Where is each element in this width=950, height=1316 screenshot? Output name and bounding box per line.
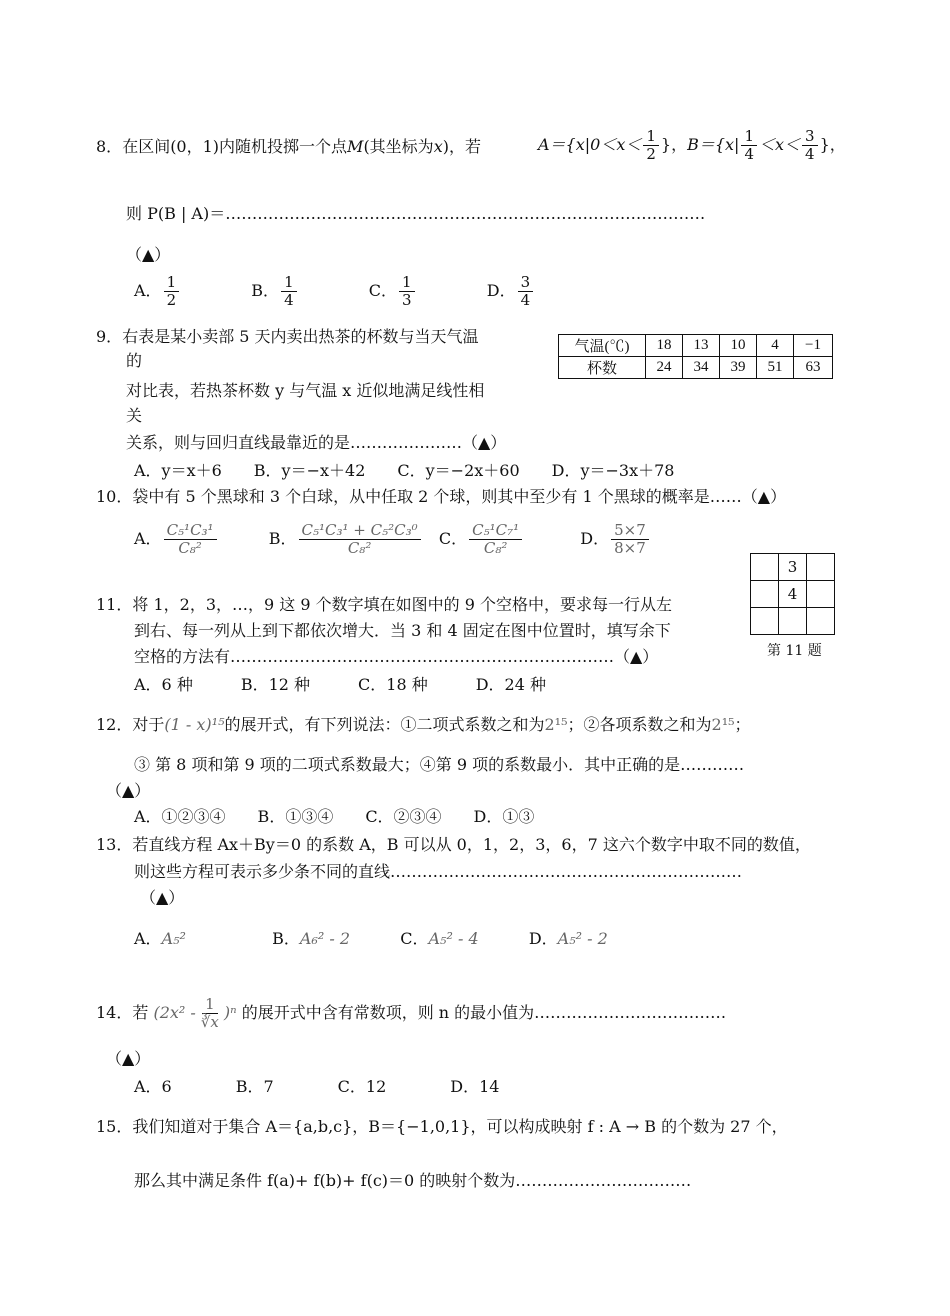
grid-cell — [751, 608, 779, 635]
q8-setB-fraction-low: $\frac{1}{4}$ — [741, 128, 757, 163]
grid-cell: 4 — [779, 581, 807, 608]
q13-answer-mark: （▲） — [140, 888, 185, 907]
q10-stem: 袋中有 5 个黑球和 3 个白球，从中任取 2 个球，则其中至少有 1 个黑球的概率是……（▲） — [132, 487, 787, 506]
q11-stem-1: 将 1，2，3，…，9 这 9 个数字填在如图中的 9 个空格中，要求每一行从左 — [132, 595, 672, 614]
q8-line2: 则 P(B | A)＝……………………………………………………………………………… — [126, 204, 706, 223]
q8-x: x — [433, 137, 443, 156]
q12-line1 — [96, 714, 751, 736]
q8-setA-prefix: A＝{x|0＜x＜ — [538, 135, 642, 154]
table-row — [559, 335, 833, 357]
q14-expression: (2x² - $\frac{1}{∛x}$ )ⁿ — [153, 995, 237, 1031]
grid-cell — [807, 581, 835, 608]
q11-grid — [750, 553, 835, 635]
table-row — [751, 608, 835, 635]
q8-M: M — [347, 137, 364, 156]
q12-line2: ③ 第 8 项和第 9 项的二项式系数最大；④第 9 项的系数最小．其中正确的是………… — [134, 755, 745, 774]
q8-options — [134, 274, 535, 309]
q8-option-a-value: $\frac{1}{2}$ — [164, 274, 180, 309]
q8-option-a: A． — [134, 281, 162, 300]
q9-line3: 关系，则与回归直线最靠近的是…………………（▲） — [126, 433, 507, 452]
q8-setB-suffix: }， — [819, 135, 846, 154]
q13-line2: 则这些方程可表示多少条不同的直线………………………………………………………… — [134, 862, 743, 881]
q13-option-d-value: A₅² - 2 — [557, 929, 608, 948]
table-cell: 13 — [683, 335, 720, 357]
q12-power-2: 2¹⁵ — [711, 715, 735, 734]
q13-number: 13． — [96, 835, 133, 854]
q10-option-c: C． — [438, 529, 468, 548]
q8-setB-mid: ＜x＜ — [759, 135, 801, 154]
q8-stem-c: )，若 — [442, 137, 481, 156]
q8-setB-prefix: B＝{x| — [687, 135, 740, 154]
q10-option-b: B． — [268, 529, 297, 548]
table-row — [751, 581, 835, 608]
q11-caption: 第 11 题 — [767, 643, 822, 659]
q10-option-c-value: $\frac{\text{C₅¹C₇¹}}{\text{C₈²}}$ — [469, 522, 522, 557]
q13-option-c: C． — [400, 929, 429, 948]
q8-set-expression — [538, 128, 846, 163]
q13-option-b-value: A₆² - 2 — [299, 929, 351, 948]
q11-line1 — [96, 594, 672, 616]
q10-options — [134, 522, 651, 557]
q8-option-b: B． — [251, 281, 280, 300]
q14-line1 — [96, 996, 726, 1031]
q15-line1 — [96, 1116, 788, 1138]
q11-number: 11． — [96, 595, 133, 614]
q12-stem-b: 的展开式，有下列说法：①二项式系数之和为 — [224, 715, 545, 734]
q8-line1 — [96, 136, 481, 158]
q8-setA-suffix: }， — [660, 135, 688, 154]
q10-option-a-value: $\frac{\text{C₅¹C₃¹}}{\text{C₈²}}$ — [164, 522, 217, 557]
table-cell: 63 — [794, 357, 833, 379]
q13-option-a-value: A₅² — [161, 929, 186, 948]
grid-cell — [779, 608, 807, 635]
q9-options: A．y＝x＋6 B．y＝−x＋42 C．y＝−2x＋60 D．y＝−3x＋78 — [134, 461, 675, 480]
q10-line1 — [96, 486, 786, 508]
q8-setA-fraction: $\frac{1}{2}$ — [643, 128, 659, 163]
q9-line2b: 关 — [126, 406, 143, 425]
q8-option-b-value: $\frac{1}{4}$ — [281, 274, 297, 309]
q12-stem-c: ；②各项系数之和为 — [567, 715, 712, 734]
q9-line1 — [96, 326, 479, 348]
q14-options: A．6 B．7 C．12 D．14 — [134, 1077, 500, 1096]
q12-answer-mark: （▲） — [106, 781, 151, 800]
q10-number: 10． — [96, 487, 133, 506]
table-row — [559, 357, 833, 379]
q8-option-c-value: $\frac{1}{3}$ — [399, 274, 415, 309]
q8-number: 8． — [96, 137, 123, 156]
q12-expression: (1 - x)¹⁵ — [164, 715, 225, 734]
table-cell: 39 — [720, 357, 757, 379]
grid-cell — [751, 554, 779, 581]
table-cell: 34 — [683, 357, 720, 379]
q8-answer-mark: （▲） — [126, 245, 171, 264]
table-cell: 10 — [720, 335, 757, 357]
q9-line1b: 的 — [126, 351, 143, 370]
q10-option-b-value: $\frac{\text{C₅¹C₃¹ + C₅²C₃⁰}}{\text{C₈²}}$ — [299, 522, 421, 557]
grid-cell: 3 — [779, 554, 807, 581]
q10-option-d-value: $\frac{5\times 7}{8\times 7}$ — [611, 522, 649, 557]
q12-stem-d: ； — [734, 715, 751, 734]
q11-line3: 空格的方法有………………………………………………………………（▲） — [134, 647, 659, 666]
q12-options: A．①②③④ B．①③④ C．②③④ D．①③ — [134, 807, 535, 826]
q13-option-d: D． — [528, 929, 558, 948]
table-cell: 24 — [646, 357, 683, 379]
table-row — [751, 554, 835, 581]
q8-option-d-value: $\frac{3}{4}$ — [518, 274, 534, 309]
q9-temperature-table — [558, 334, 833, 379]
q8-option-d: D． — [486, 281, 516, 300]
q13-stem-1: 若直线方程 Ax＋By＝0 的系数 A，B 可以从 0，1，2，3，6，7 这六个数字中取不同的数值， — [132, 835, 811, 854]
q14-stem-b: 的展开式中含有常数项，则 n 的最小值为……………………………… — [241, 1003, 727, 1022]
grid-cell — [751, 581, 779, 608]
q10-option-a: A． — [134, 529, 162, 548]
q14-answer-mark: （▲） — [106, 1049, 151, 1068]
q14-number: 14． — [96, 1003, 133, 1022]
q8-option-c: C． — [368, 281, 398, 300]
table-cell: −1 — [794, 335, 833, 357]
q9-number: 9． — [96, 327, 123, 346]
q12-power-1: 2¹⁵ — [544, 715, 568, 734]
q14-stem-a: 若 — [132, 1003, 149, 1022]
q10-option-d: D． — [580, 529, 610, 548]
q8-setB-fraction-high: $\frac{3}{4}$ — [802, 128, 818, 163]
grid-cell — [807, 554, 835, 581]
grid-cell — [807, 608, 835, 635]
q12-number: 12． — [96, 715, 133, 734]
q13-option-a: A． — [134, 929, 162, 948]
q9-stem-1: 右表是某小卖部 5 天内卖出热茶的杯数与当天气温 — [122, 327, 479, 346]
q15-line2: 那么其中满足条件 f(a)+ f(b)+ f(c)＝0 的映射个数为…………………………… — [134, 1171, 692, 1190]
q8-stem-a: 在区间(0，1)内随机投掷一个点 — [122, 137, 348, 156]
row-label-temperature: 气温(℃) — [559, 335, 646, 357]
q15-number: 15． — [96, 1117, 133, 1136]
q11-line2: 到右、每一列从上到下都依次增大．当 3 和 4 固定在图中位置时，填写余下 — [134, 621, 671, 640]
q13-option-b: B． — [272, 929, 300, 948]
row-label-cups: 杯数 — [559, 357, 646, 379]
table-cell: 18 — [646, 335, 683, 357]
q8-stem-b: (其坐标为 — [363, 137, 434, 156]
q9-line2: 对比表，若热茶杯数 y 与气温 x 近似地满足线性相 — [126, 381, 485, 400]
q11-options: A．6 种 B．12 种 C．18 种 D．24 种 — [134, 675, 546, 694]
table-cell: 4 — [757, 335, 794, 357]
q13-options — [134, 928, 608, 950]
q12-stem-a: 对于 — [132, 715, 165, 734]
q13-option-c-value: A₅² - 4 — [428, 929, 479, 948]
q15-stem-1: 我们知道对于集合 A＝{a,b,c}，B＝{−1,0,1}，可以构成映射 f : A → B 的个数为 27 个， — [132, 1117, 788, 1136]
q13-line1 — [96, 834, 811, 856]
table-cell: 51 — [757, 357, 794, 379]
